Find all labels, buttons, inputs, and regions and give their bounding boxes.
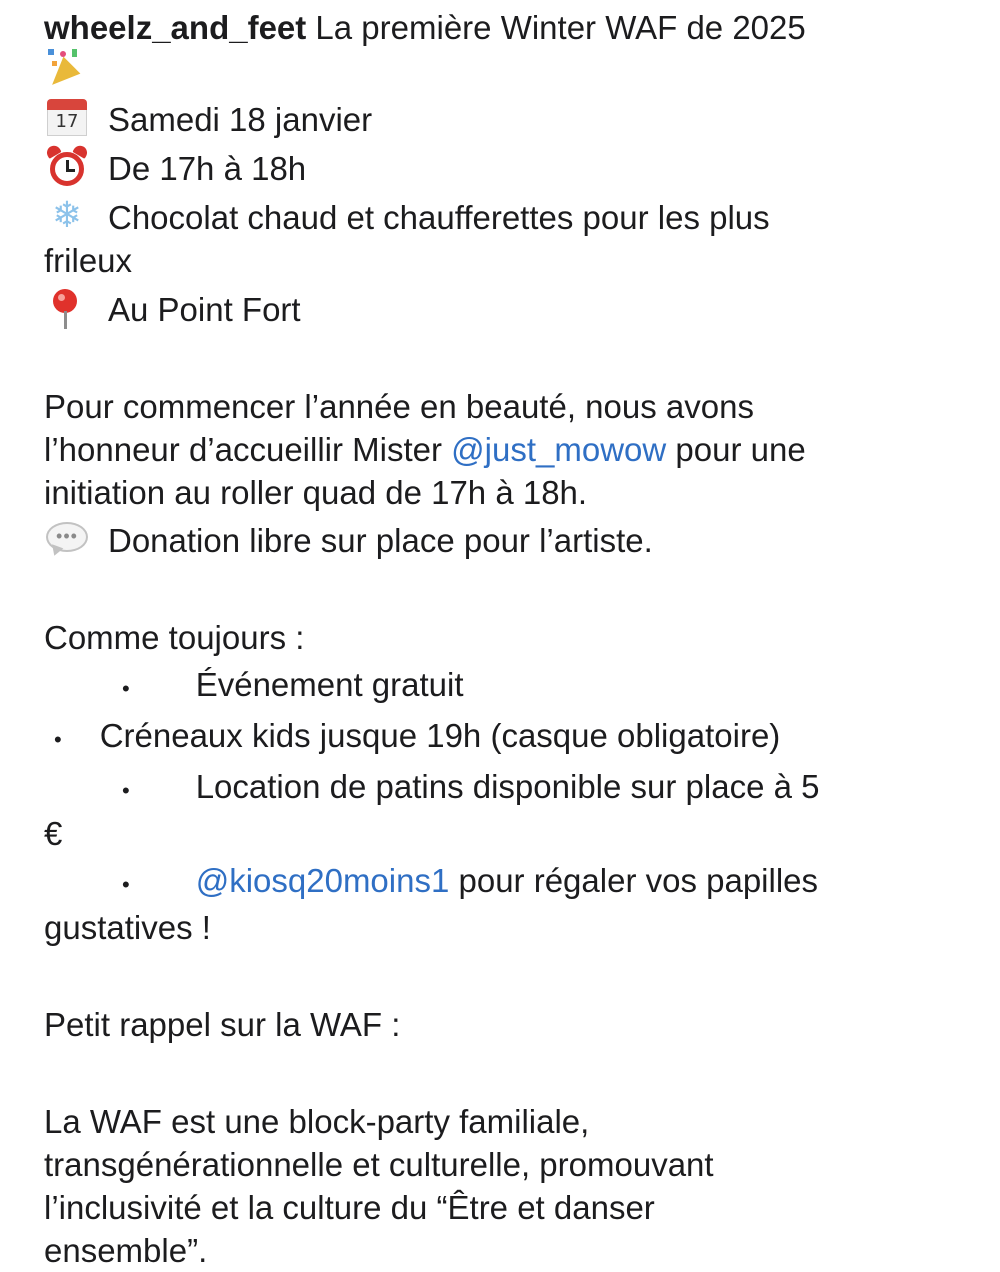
bullet-item-3 (44, 765, 964, 812)
post-caption (44, 6, 964, 1272)
intro-text-a: l’honneur d’accueillir Mister (44, 431, 452, 468)
bullet-item-4 (44, 859, 964, 906)
date-text: Samedi 18 janvier (108, 101, 373, 138)
time-line (44, 146, 964, 190)
about-line-4: ensemble”. (44, 1232, 208, 1269)
alarm-clock-icon (44, 146, 90, 186)
mention-kiosq20moins1-link[interactable]: @kiosq20moins1 (195, 862, 450, 899)
reminder-heading: Petit rappel sur la WAF : (44, 1006, 401, 1043)
bullet-item-2 (44, 714, 964, 761)
party-popper-icon (44, 49, 90, 93)
always-heading: Comme toujours : (44, 619, 305, 656)
perks-text: Chocolat chaud et chaufferettes pour les plus (108, 199, 770, 236)
intro-line-1: Pour commencer l’année en beauté, nous avons (44, 388, 754, 425)
post-title: La première Winter WAF de 2025 (306, 9, 806, 46)
bullet-3-dot: • (122, 778, 130, 803)
intro-line-3: initiation au roller quad de 17h à 18h. (44, 474, 588, 511)
caption-title-line (44, 6, 964, 49)
about-line-1: La WAF est une block-party familiale, (44, 1103, 590, 1140)
location-line (44, 287, 964, 331)
donation-line (44, 518, 964, 562)
location-text: Au Point Fort (108, 291, 301, 328)
popper-line (44, 49, 964, 93)
donation-text: Donation libre sur place pour l’artiste. (108, 522, 653, 559)
bullet-3-text: Location de patins disponible sur place à 5 (195, 768, 820, 805)
bullet-1-dot: • (122, 676, 130, 701)
date-line (44, 97, 964, 141)
bullet-1-text: Événement gratuit (195, 666, 464, 703)
username-link[interactable]: wheelz_and_feet (44, 9, 307, 46)
bullet-4-dot: • (122, 872, 130, 897)
calendar-icon: 17 (44, 97, 90, 137)
bullet-3-wrap: € (44, 815, 63, 852)
bullet-2-dot: • (54, 727, 62, 752)
about-line-2: transgénérationnelle et culturelle, promouvant (44, 1146, 714, 1183)
intro-text-b: pour une (666, 431, 806, 468)
bullet-2-text: Créneaux kids jusque 19h (casque obligatoire) (99, 717, 781, 754)
perks-wrap: frileux (44, 242, 133, 279)
about-line-3: l’inclusivité et la culture du “Être et danser (44, 1189, 655, 1226)
round-pushpin-icon (44, 287, 90, 327)
mention-just-mowow-link[interactable]: @just_mowow (451, 431, 667, 468)
time-text: De 17h à 18h (108, 150, 307, 187)
speech-balloon-icon: ••• (44, 518, 90, 558)
perks-line (44, 195, 964, 239)
bullet-4-text: pour régaler vos papilles (449, 862, 819, 899)
intro-line-2 (44, 428, 964, 471)
snowflake-icon: ❄ (51, 195, 83, 236)
bullet-4-wrap: gustatives ! (44, 909, 211, 946)
bullet-item-1 (44, 663, 964, 710)
